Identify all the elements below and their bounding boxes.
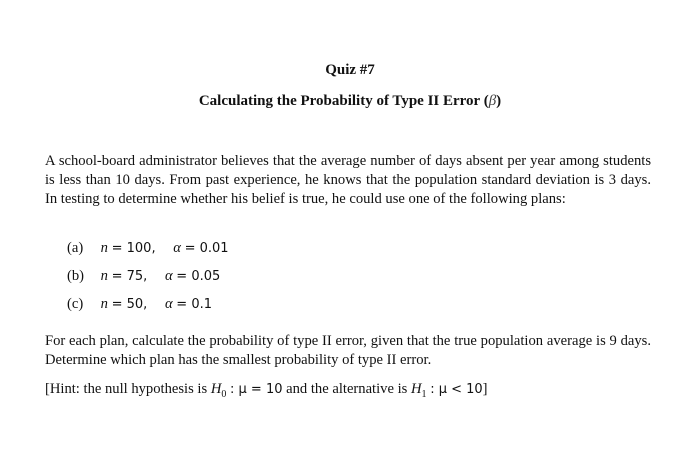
- plan-item-b: [67, 266, 229, 294]
- n-variable: n: [100, 296, 108, 312]
- plan-label: (c): [67, 296, 84, 312]
- alpha-value: = 0.1: [176, 297, 212, 312]
- quiz-subtitle: [0, 93, 700, 110]
- null-hypothesis-subscript: 0: [221, 389, 227, 400]
- plan-label: (b): [67, 268, 85, 284]
- subtitle-text: Calculating the Probability of Type II Error (: [198, 93, 489, 109]
- n-variable: n: [100, 240, 108, 256]
- alpha-value: = 0.01: [184, 241, 229, 256]
- null-hypothesis-symbol: H: [210, 381, 222, 397]
- alpha-value: = 0.05: [176, 269, 221, 284]
- subtitle-close: ): [496, 93, 502, 109]
- hint-suffix: ]: [482, 381, 488, 397]
- quiz-title-text: Quiz #7: [325, 62, 375, 78]
- plan-label: (a): [67, 240, 84, 256]
- hint-line: [45, 381, 488, 400]
- alternative-hypothesis-expression: : μ < 10: [430, 382, 483, 397]
- n-value: = 100,: [111, 241, 156, 256]
- alternative-hypothesis-symbol: H: [410, 381, 422, 397]
- null-hypothesis-expression: : μ = 10: [230, 382, 283, 397]
- alpha-variable: α: [164, 296, 173, 312]
- n-variable: n: [100, 268, 108, 284]
- n-value: = 75,: [111, 269, 148, 284]
- n-value: = 50,: [111, 297, 148, 312]
- alternative-hypothesis-subscript: 1: [421, 389, 427, 400]
- hint-middle: and the alternative is: [286, 381, 408, 397]
- plan-item-a: [67, 238, 229, 266]
- hint-prefix: [Hint: the null hypothesis is: [45, 381, 208, 397]
- alpha-variable: α: [173, 240, 181, 256]
- beta-symbol: β: [488, 93, 497, 109]
- alpha-variable: α: [164, 268, 173, 284]
- problem-paragraph: A school-board administrator believes that the average number of days absent per year among students is less than 10 days. From past experience, he knows that the population standard deviation is 3 days. In testing to determine whether his belief is true, he could use one of the following plans:: [45, 153, 651, 207]
- instruction-paragraph: For each plan, calculate the probability of type II error, given that the true population average is 9 days. Determine which plan has the smallest probability of type II error.: [45, 333, 651, 368]
- quiz-title: [0, 62, 700, 79]
- plan-item-c: [67, 294, 229, 322]
- plans-list: [67, 238, 229, 322]
